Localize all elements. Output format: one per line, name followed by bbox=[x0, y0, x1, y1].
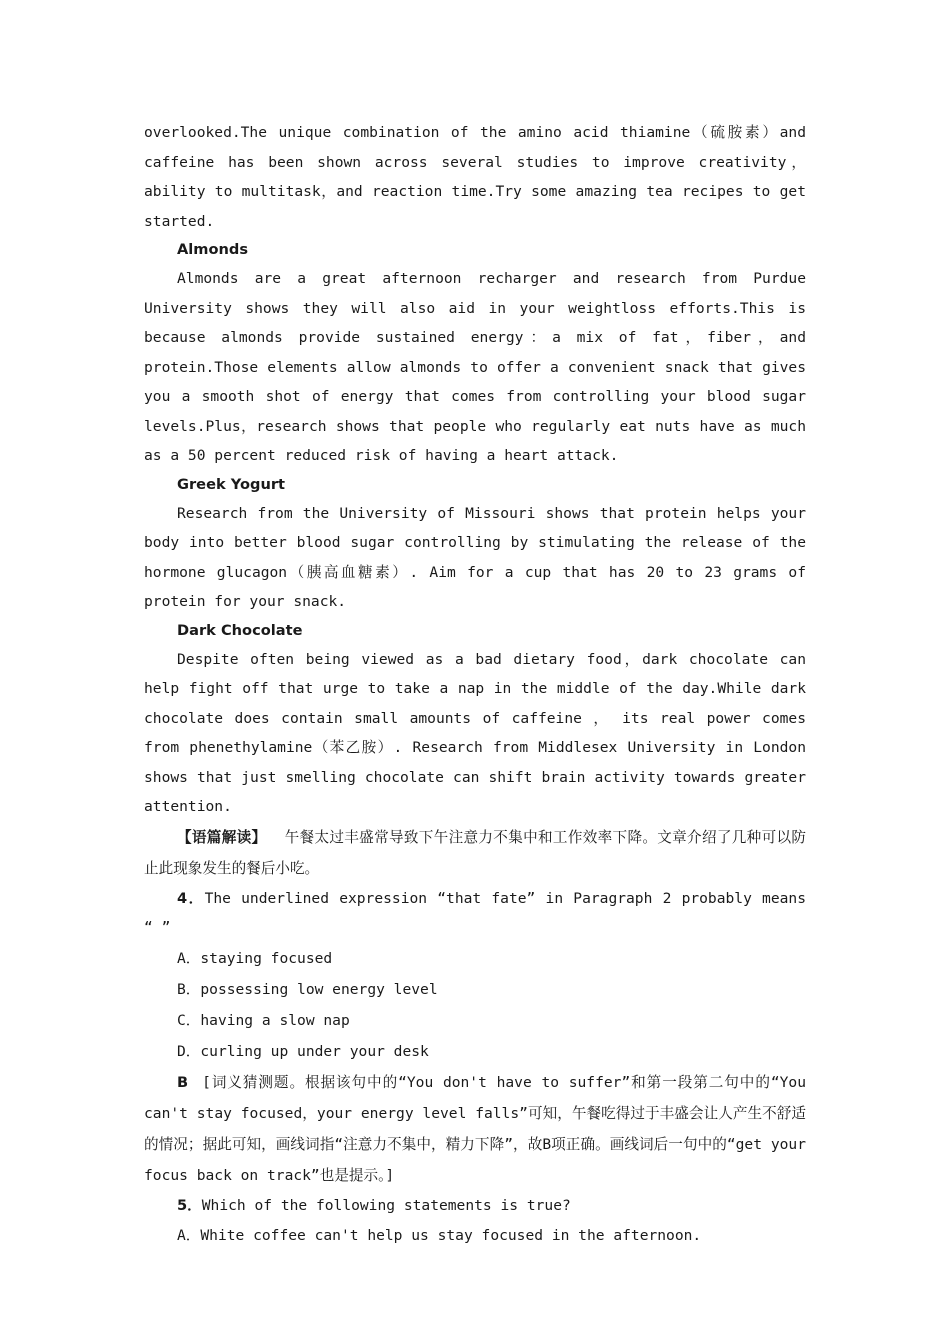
greek-yogurt-paragraph: Research from the University of Missouri shows that protein helps your body into better blood sugar controlling by stimulating the release of the hormone glucagon（胰高血糖素）. Aim for a cup that has 20 to 23 grams of protein for your snack. bbox=[144, 504, 806, 610]
question-4 bbox=[144, 884, 806, 1191]
question-4-explanation-text: [词义猜测题。根据该句中的“You don't have to suffer”和第一段第二句中的“You can't stay focused，your energy level falls”可知，午餐吃得过于丰盛会让人产生不舒适的情况；据此可知，画线词指“注意力不集中，精力下降”，故B项正确。画线词后一句中的“get your focus back on track”也是提示。] bbox=[144, 1073, 806, 1184]
question-4-explanation-block bbox=[144, 1067, 806, 1191]
question-4-stem: The underlined expression “that fate” in Paragraph 2 probably means “ ” bbox=[144, 889, 806, 936]
section-heading-dark-chocolate: Dark Chocolate bbox=[177, 621, 303, 639]
analysis-paragraph bbox=[144, 822, 806, 884]
question-5-option-a: A．White coffee can't help us stay focused in the afternoon. bbox=[177, 1227, 702, 1244]
section-heading-almonds: Almonds bbox=[177, 241, 249, 258]
question-4-stem-line bbox=[144, 884, 806, 943]
question-4-answer: B bbox=[177, 1073, 189, 1091]
analysis-tag: 【语篇解读】 bbox=[177, 828, 267, 846]
question-5-stem: Which of the following statements is true? bbox=[201, 1196, 571, 1214]
almonds-paragraph: Almonds are a great afternoon recharger and research from Purdue University shows they will also aid in your weightloss efforts.This is because almonds provide sustained energy：a mix of fat，fiber，and protein.Those elements allow almonds to offer a convenient snack that gives you a smooth shot of energy that comes from controlling your blood sugar levels.Plus，research shows that people who regularly eat nuts have as much as a 50 percent reduced risk of having a heart attack. bbox=[144, 270, 806, 464]
dark-chocolate-paragraph: Despite often being viewed as a bad dietary food，dark chocolate can help fight off that urge to take a nap in the middle of the day.While dark chocolate does contain small amounts of caffeine ， its real power comes from phenethylamine（苯乙胺）. Research from Middlesex University in London shows that just smelling chocolate can shift brain activity towards greater attention. bbox=[144, 650, 806, 815]
document-page bbox=[144, 118, 806, 1251]
tea-paragraph: overlooked.The unique combination of the amino acid thiamine（硫胺素）and caffeine has been shown across several studies to improve creativity，ability to multitask，and reaction time.Try some amazing tea recipes to get started. bbox=[144, 124, 806, 230]
question-4-explanation bbox=[144, 1067, 806, 1191]
analysis-text: 午餐太过丰盛常导致下午注意力不集中和工作效率下降。文章介绍了几种可以防止此现象发生的餐后小吃。 bbox=[144, 828, 806, 877]
question-4-option-a: A．staying focused bbox=[177, 949, 333, 967]
question-4-option-c: C．having a slow nap bbox=[177, 1011, 350, 1029]
section-heading-greek-yogurt: Greek Yogurt bbox=[177, 475, 286, 493]
question-4-option-d: D．curling up under your desk bbox=[177, 1042, 429, 1060]
question-5-number: 5． bbox=[177, 1196, 202, 1214]
question-5-stem-line bbox=[144, 1191, 806, 1221]
question-4-number: 4． bbox=[177, 889, 205, 907]
analysis-block bbox=[144, 822, 806, 884]
question-4-option-b: B．possessing low energy level bbox=[177, 980, 438, 998]
question-5 bbox=[144, 1191, 806, 1252]
